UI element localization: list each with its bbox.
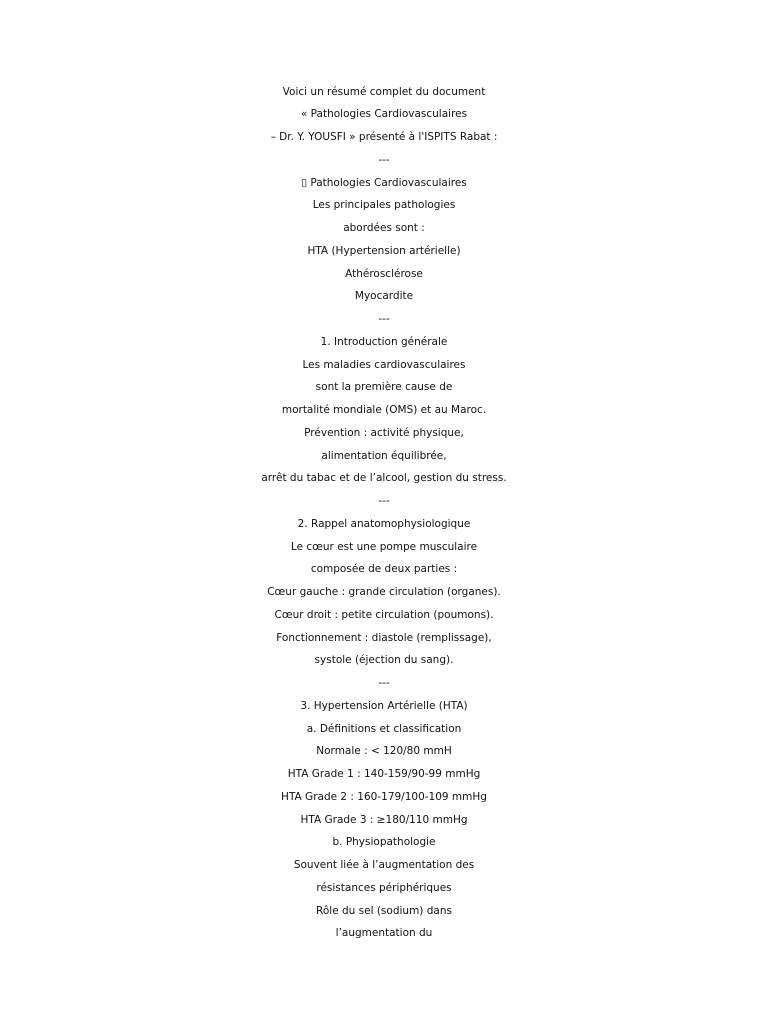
text-line: systole (éjection du sang). <box>314 654 454 667</box>
document-text <box>0 81 768 946</box>
list-item: Normale : < 120/80 mmH <box>316 745 452 758</box>
section-heading: 2. Rappel anatomophysiologique <box>297 517 471 530</box>
list-item: Cœur droit : petite circulation (poumons). <box>274 608 494 621</box>
list-item: HTA Grade 2 : 160-179/100-109 mmHg <box>281 790 487 803</box>
section-heading: 1. Introduction générale <box>320 335 448 348</box>
separator-line: --- <box>378 677 390 689</box>
text-line: Les principales pathologies <box>312 199 456 212</box>
separator-line: --- <box>378 153 390 166</box>
subsection-heading: b. Physiopathologie <box>332 836 436 849</box>
text-line: « Pathologies Cardiovasculaires <box>300 108 468 121</box>
text-line: sont la première cause de <box>315 381 453 394</box>
text-line: Rôle du sel (sodium) dans <box>316 904 452 917</box>
subsection-heading: a. Définitions et classification <box>306 722 462 735</box>
list-item: Myocardite <box>354 290 414 303</box>
text-line: mortalité mondiale (OMS) et au Maroc. <box>281 404 487 416</box>
section-heading: ▯ Pathologies Cardiovasculaires <box>301 176 467 189</box>
list-item: Athérosclérose <box>345 267 423 280</box>
list-item: HTA Grade 3 : ≥180/110 mmHg <box>300 813 468 826</box>
text-line: abordées sont : <box>343 222 425 234</box>
text-line: alimentation équilibrée, <box>321 449 447 462</box>
separator-line: --- <box>378 313 390 325</box>
text-line: Voici un résumé complet du document <box>282 85 486 98</box>
text-line: l’augmentation du <box>335 927 433 940</box>
list-item: Cœur gauche : grande circulation (organes). <box>267 586 501 598</box>
text-line: résistances périphériques <box>316 881 452 894</box>
text-line: Les maladies cardiovasculaires <box>302 358 466 371</box>
list-item: HTA Grade 1 : 140-159/90-99 mmHg <box>287 768 481 780</box>
text-line: Le cœur est une pompe musculaire <box>290 540 478 553</box>
section-heading: 3. Hypertension Artérielle (HTA) <box>300 699 468 712</box>
text-line: composée de deux parties : <box>310 563 458 576</box>
text-line: – Dr. Y. YOUSFI » présenté à l'ISPITS Rabat : <box>270 131 498 143</box>
text-line: arrêt du tabac et de l’alcool, gestion du stress. <box>261 472 507 485</box>
separator-line: --- <box>378 495 390 507</box>
text-line: Fonctionnement : diastole (remplissage), <box>276 631 492 644</box>
text-line: Prévention : activité physique, <box>304 426 464 439</box>
list-item: HTA (Hypertension artérielle) <box>307 244 461 257</box>
text-line: Souvent liée à l’augmentation des <box>293 859 475 871</box>
